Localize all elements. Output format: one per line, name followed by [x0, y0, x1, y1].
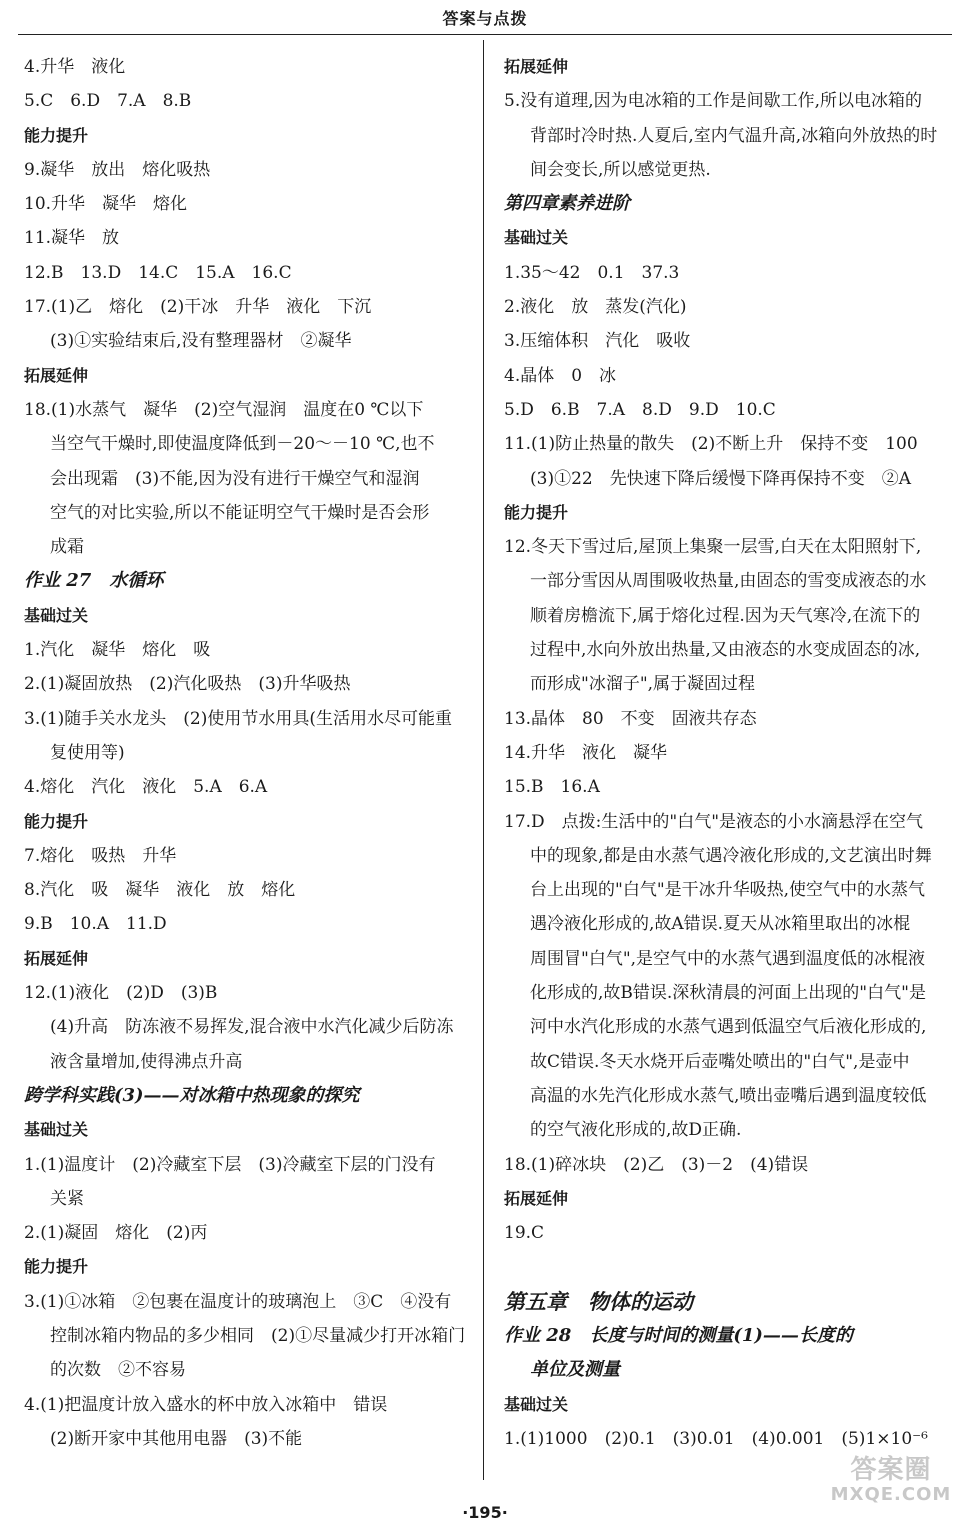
section-heading: 第四章素养进阶 — [504, 193, 630, 215]
answer-line: 高温的水先汽化形成水蒸气,喷出壶嘴后遇到温度较低 — [530, 1085, 927, 1106]
answer-line: 4.(1)把温度计放入盛水的杯中放入冰箱中 错误 — [24, 1394, 388, 1415]
subsection-heading: 能力提升 — [24, 1257, 89, 1277]
section-heading: 跨学科实践(3)——对冰箱中热现象的探究 — [24, 1084, 360, 1106]
answer-line: 5.D 6.B 7.A 8.D 9.D 10.C — [504, 399, 776, 420]
spacer — [504, 1250, 954, 1284]
page-number: ·195· — [462, 1503, 508, 1522]
answer-line: 1.汽化 凝华 熔化 吸 — [24, 640, 211, 661]
answer-line: 台上出现的"白气"是干冰升华吸热,使空气中的水蒸气 — [530, 880, 926, 901]
answer-line: 12.(1)液化 (2)D (3)B — [24, 983, 218, 1004]
subsection-heading: 能力提升 — [24, 125, 89, 145]
page-header: 答案与点拨 — [442, 9, 528, 28]
answer-line: 15.B 16.A — [504, 777, 600, 798]
subsection-heading: 拓展延伸 — [24, 365, 89, 385]
answer-line: 1.(1)1000 (2)0.1 (3)0.01 (4)0.001 (5)1×10⁻⁶ — [504, 1428, 928, 1449]
answer-line: 液含量增加,使得沸点升高 — [50, 1051, 243, 1072]
answer-line: 成霜 — [50, 537, 84, 558]
section-heading: 单位及测量 — [530, 1359, 620, 1381]
answer-line: 2.液化 放 蒸发(汽化) — [504, 297, 687, 318]
answer-line: 复使用等) — [50, 742, 125, 763]
answer-line: (4)升高 防冻液不易挥发,混合液中水汽化减少后防冻 — [50, 1017, 454, 1038]
answer-line: 5.没有道理,因为电冰箱的工作是间歇工作,所以电冰箱的 — [504, 91, 923, 112]
answer-line: 9.凝华 放出 熔化吸热 — [24, 159, 211, 180]
answer-line: 周围冒"白气",是空气中的水蒸气遇到温度低的冰棍液 — [530, 948, 926, 969]
answer-line: 1.35～42 0.1 37.3 — [504, 262, 680, 283]
answer-line: 2.(1)凝固放热 (2)汽化吸热 (3)升华吸热 — [24, 674, 351, 695]
answer-line: 当空气干燥时,即使温度降低到－20～－10 ℃,也不 — [50, 434, 435, 455]
subsection-heading: 能力提升 — [504, 502, 569, 522]
answer-line: 而形成"冰溜子",属于凝固过程 — [530, 674, 756, 695]
answer-line: 4.晶体 0 冰 — [504, 365, 617, 386]
subsection-heading: 基础过关 — [24, 1120, 89, 1140]
watermark-url: MXQE.COM — [830, 1484, 952, 1505]
subsection-heading: 拓展延伸 — [504, 57, 569, 76]
answer-line: 10.升华 凝华 熔化 — [24, 194, 188, 215]
subsection-heading: 拓展延伸 — [24, 948, 89, 968]
answer-line: 3.(1)①冰箱 ②包裹在温度计的玻璃泡上 ③C ④没有 — [24, 1291, 452, 1312]
answer-line: 11.(1)防止热量的散失 (2)不断上升 保持不变 100 — [504, 434, 918, 455]
answer-line: 控制冰箱内物品的多少相同 (2)①尽量减少打开冰箱门 — [50, 1325, 466, 1346]
answer-line: 故C错误.冬天水烧开后壶嘴处喷出的"白气",是壶中 — [530, 1051, 910, 1072]
answer-line: 河中水汽化形成的水蒸气遇到低温空气后液化形成的, — [530, 1017, 927, 1038]
answer-line: 17.(1)乙 熔化 (2)干冰 升华 液化 下沉 — [24, 297, 372, 318]
answer-line: 背部时冷时热.人夏后,室内气温升高,冰箱向外放热的时 — [530, 125, 938, 146]
answer-line: 9.B 10.A 11.D — [24, 914, 167, 935]
answer-line: 化形成的,故B错误.深秋清晨的河面上出现的"白气"是 — [530, 983, 926, 1004]
header-rule — [18, 34, 952, 35]
answer-line: 19.C — [504, 1223, 545, 1244]
answer-line: 18.(1)水蒸气 凝华 (2)空气湿润 温度在0 ℃以下 — [24, 399, 424, 420]
answer-line: 12.冬天下雪过后,屋顶上集聚一层雪,白天在太阳照射下, — [504, 537, 922, 558]
answer-line: 8.汽化 吸 凝华 液化 放 熔化 — [24, 880, 296, 901]
answer-line: 过程中,水向外放出热量,又由液态的水变成固态的冰, — [530, 640, 921, 661]
answer-line: (3)①22 先快速下降后缓慢下降再保持不变 ②A — [530, 468, 911, 489]
answer-line: 会出现霜 (3)不能,因为没有进行干燥空气和湿润 — [50, 468, 420, 489]
answer-line: 4.熔化 汽化 液化 5.A 6.A — [24, 777, 268, 798]
subsection-heading: 基础过关 — [504, 228, 569, 248]
answer-line: 7.熔化 吸热 升华 — [24, 845, 177, 866]
column-divider — [483, 40, 484, 1480]
answer-line: (3)①实验结束后,没有整理器材 ②凝华 — [50, 331, 352, 352]
answer-line: 4.升华 液化 — [24, 57, 126, 77]
subsection-heading: 拓展延伸 — [504, 1188, 569, 1208]
answer-line: 17.D 点拨:生活中的"白气"是液态的小水滴悬浮在空气 — [504, 811, 924, 832]
answer-line: 12.B 13.D 14.C 15.A 16.C — [24, 262, 292, 283]
answer-line: 空气的对比实验,所以不能证明空气干燥时是否会形 — [50, 502, 430, 523]
watermark-logo — [826, 1455, 956, 1505]
answer-line: (2)断开家中其他用电器 (3)不能 — [50, 1428, 303, 1449]
subsection-heading: 基础过关 — [504, 1394, 569, 1414]
answer-line: 间会变长,所以感觉更热. — [530, 159, 711, 180]
answer-line: 3.压缩体积 汽化 吸收 — [504, 331, 691, 352]
answer-line: 遇冷液化形成的,故A错误.夏天从冰箱里取出的冰棍 — [530, 914, 911, 935]
section-heading: 作业 27 水循环 — [24, 570, 164, 592]
answer-line: 关紧 — [50, 1188, 84, 1209]
subsection-heading: 能力提升 — [24, 811, 89, 831]
section-heading: 作业 28 长度与时间的测量(1)——长度的 — [504, 1324, 853, 1346]
answer-line: 2.(1)凝固 熔化 (2)丙 — [24, 1223, 208, 1244]
left-column — [24, 50, 474, 1456]
answer-line: 18.(1)碎冰块 (2)乙 (3)－2 (4)错误 — [504, 1154, 809, 1175]
answer-line: 的次数 ②不容易 — [50, 1360, 186, 1381]
right-column — [504, 50, 954, 1456]
subsection-heading: 基础过关 — [24, 605, 89, 625]
answer-line: 14.升华 液化 凝华 — [504, 742, 668, 763]
answer-line: 3.(1)随手关水龙头 (2)使用节水用具(生活用水尽可能重 — [24, 708, 453, 729]
answer-line: 顺着房檐流下,属于熔化过程.因为天气寒冷,在流下的 — [530, 605, 921, 626]
watermark-text: 答案圈 — [850, 1455, 932, 1485]
answer-line: 5.C 6.D 7.A 8.B — [24, 91, 192, 112]
answer-line: 的空气液化形成的,故D正确. — [530, 1120, 742, 1141]
chapter-heading: 第五章 物体的运动 — [504, 1288, 693, 1314]
answer-line: 11.凝华 放 — [24, 228, 120, 249]
answer-line: 一部分雪因从周围吸收热量,由固态的雪变成液态的水 — [530, 571, 927, 592]
answer-line: 13.晶体 80 不变 固液共存态 — [504, 708, 757, 729]
answer-line: 1.(1)温度计 (2)冷藏室下层 (3)冷藏室下层的门没有 — [24, 1154, 436, 1175]
answer-line: 中的现象,都是由水蒸气遇冷液化形成的,文艺演出时舞 — [530, 845, 932, 866]
